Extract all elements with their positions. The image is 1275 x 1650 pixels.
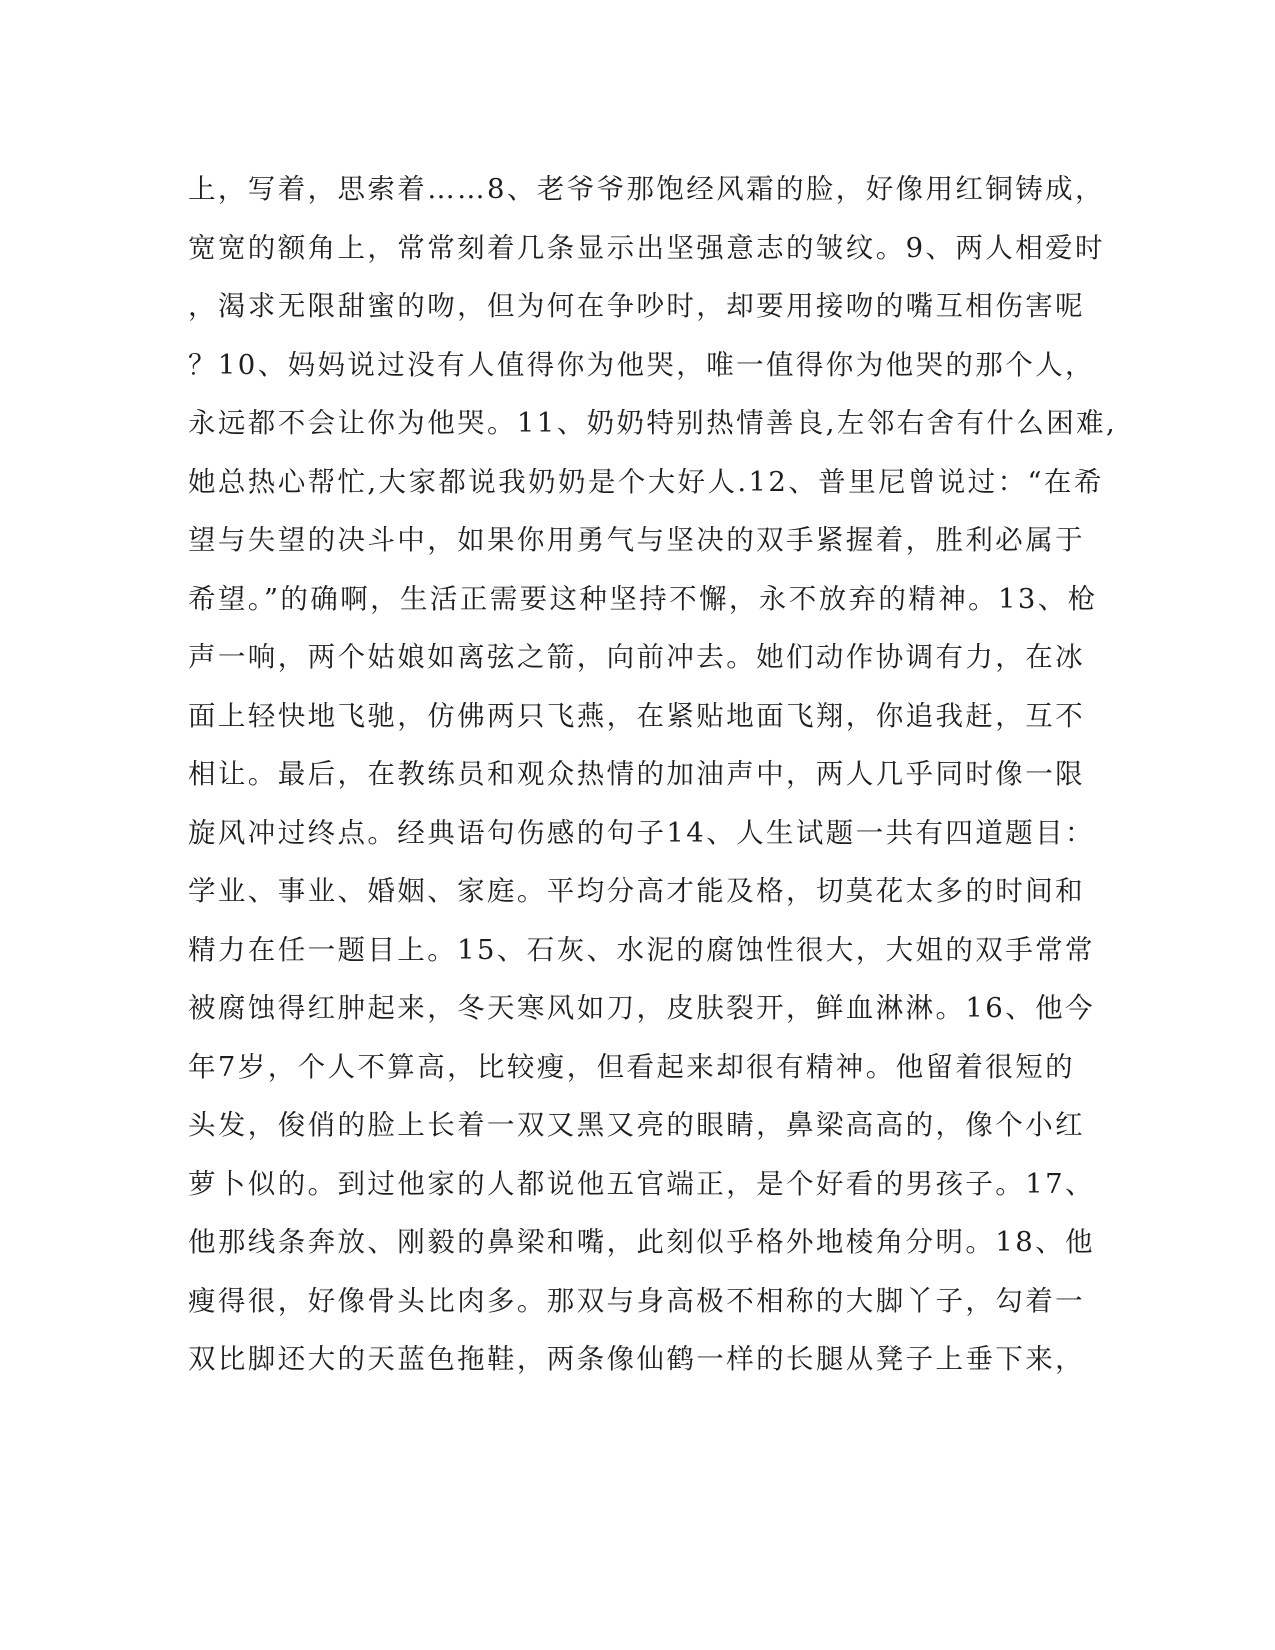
text-line: 面上轻快地飞驰，仿佛两只飞燕，在紧贴地面飞翔，你追我赶，互不 — [188, 699, 1085, 732]
text-line: 宽宽的额角上，常常刻着几条显示出坚强意志的皱纹。9、两人相爱时 — [188, 231, 1105, 264]
text-line: 相让。最后，在教练员和观众热情的加油声中，两人几乎同时像一限 — [188, 758, 1085, 790]
text-line: 声一响，两个姑娘如离弦之箭，向前冲去。她们动作协调有力，在冰 — [188, 641, 1085, 673]
text-line: 学业、事业、婚姻、家庭。平均分高才能及格，切莫花太多的时间和 — [188, 875, 1085, 907]
body-text — [188, 160, 1118, 1389]
text-line: ，渴求无限甜蜜的吻，但为何在争吵时，却要用接吻的嘴互相伤害呢 — [188, 290, 1085, 322]
text-line: 双比脚还大的天蓝色拖鞋，两条像仙鹤一样的长腿从凳子上垂下来， — [188, 1343, 1085, 1375]
text-line: 萝卜似的。到过他家的人都说他五官端正，是个好看的男孩子。17、 — [188, 1167, 1095, 1200]
text-line: 瘦得很，好像骨头比肉多。那双与身高极不相称的大脚丫子，勾着一 — [188, 1284, 1085, 1317]
text-line: 被腐蚀得红肿起来，冬天寒风如刀，皮肤裂开，鲜血淋淋。16、他今 — [188, 992, 1095, 1024]
text-line: ？10、妈妈说过没有人值得你为他哭，唯一值得你为他哭的那个人， — [188, 348, 1095, 381]
text-line: 年7岁，个人不算高，比较瘦，但看起来却很有精神。他留着很短的 — [188, 1050, 1075, 1083]
text-line: 上，写着，思索着……8、老爷爷那饱经风霜的脸，好像用红铜铸成， — [188, 173, 1105, 205]
text-line: 永远都不会让你为他哭。11、奶奶特别热情善良,左邻右舍有什么困难, — [188, 407, 1118, 439]
text-line: 精力在任一题目上。15、石灰、水泥的腐蚀性很大，大姐的双手常常 — [188, 933, 1095, 966]
text-line: 希望。”的确啊，生活正需要这种坚持不懈，永不放弃的精神。13、枪 — [188, 582, 1098, 615]
text-line: 头发，俊俏的脸上长着一双又黑又亮的眼睛，鼻梁高高的，像个小红 — [188, 1109, 1085, 1141]
text-line: 她总热心帮忙,大家都说我奶奶是个大好人.12、普里尼曾说过：“在希 — [188, 465, 1104, 498]
text-line: 他那线条奔放、刚毅的鼻梁和嘴，此刻似乎格外地棱角分明。18、他 — [188, 1226, 1095, 1258]
text-line: 望与失望的决斗中，如果你用勇气与坚决的双手紧握着，胜利必属于 — [188, 524, 1085, 556]
text-line: 旋风冲过终点。经典语句伤感的句子14、人生试题一共有四道题目： — [188, 816, 1095, 849]
